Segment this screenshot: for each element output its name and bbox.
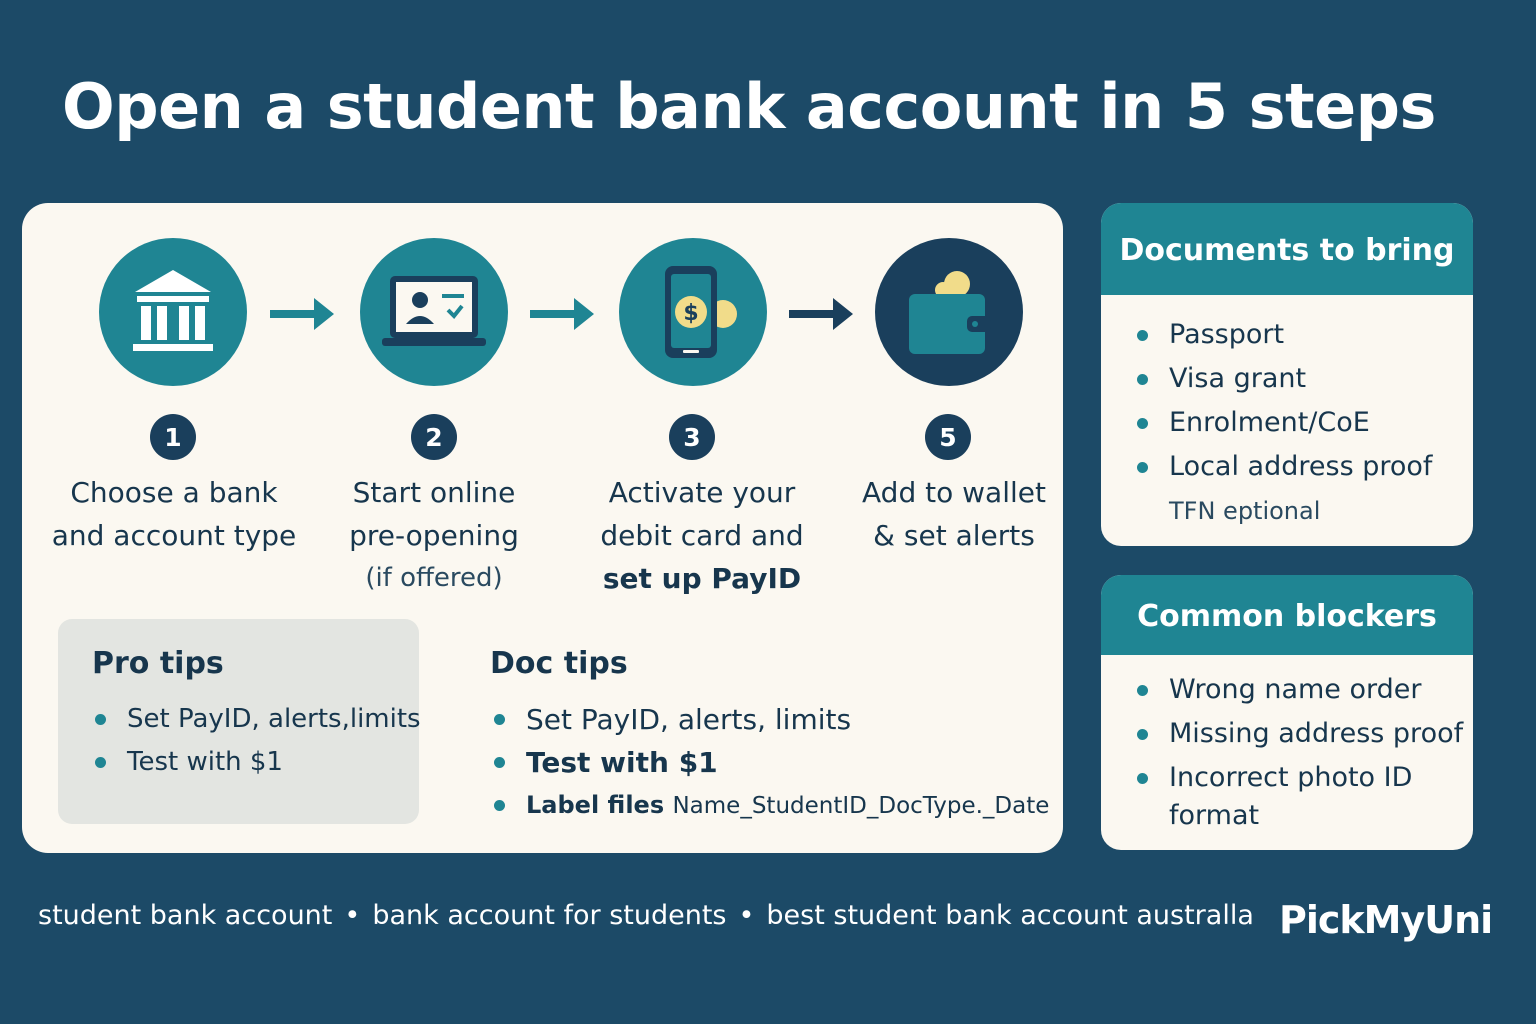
list-item: Enrolment/CoE [1135,401,1432,445]
step-label-line: and account type [51,519,297,552]
label-files-bold: Label files [526,791,665,819]
step-3-label [572,471,832,600]
svg-text:$: $ [683,301,699,326]
footer-keywords [38,900,1254,931]
list-item: Set PayID, alerts,limits [93,698,421,741]
keyword: bank account for students [372,900,727,931]
brand-logo: PickMyUni [1279,898,1493,942]
list-item: Incorrect photo ID format [1135,756,1425,835]
doc-tips-title: Doc tips [490,646,628,681]
pro-tips-list [93,698,421,784]
phone-dollar-icon [619,238,767,386]
step-label-line: pre-opening [349,519,519,552]
step-5-label [824,471,1084,557]
list-item: Wrong name order [1135,668,1463,712]
step-label-line: & set alerts [873,519,1035,552]
arrow-right-icon [530,294,596,334]
documents-list [1135,313,1432,533]
wallet-icon [875,238,1023,386]
pro-tips-title: Pro tips [92,646,224,681]
step-label-note: (if offered) [365,563,503,593]
blockers-card [1101,575,1473,850]
step-number-badge: 1 [150,414,196,460]
separator: • [344,900,361,931]
list-item: Missing address proof [1135,712,1463,756]
step-label-line: Choose a bank [70,476,278,509]
step-2-label [304,471,564,600]
keyword: best student bank account australla [766,900,1254,931]
list-item: Test with $1 [93,741,421,784]
list-item: Set PayID, alerts, limits [492,698,1049,741]
bank-icon [99,238,247,386]
step-1-icon-circle [99,238,247,386]
blockers-list [1135,668,1463,835]
arrow-right-icon [789,294,855,334]
step-label-line: Start online [352,476,516,509]
list-item: Visa grant [1135,357,1432,401]
step-2-icon-circle [360,238,508,386]
documents-note: TFN eptional [1169,497,1321,525]
laptop-id-icon [360,238,508,386]
step-label-line: Add to wallet [862,476,1046,509]
label-files-format: Name_StudentID_DocType._Date [672,793,1050,819]
step-5-icon-circle [875,238,1023,386]
step-1-label [44,471,304,557]
step-number-badge: 2 [411,414,457,460]
documents-card-title: Documents to bring [1101,203,1473,295]
step-number-badge: 5 [925,414,971,460]
list-item: Passport [1135,313,1432,357]
list-item: Local address proof [1135,445,1432,489]
doc-tips-list [492,698,1049,827]
separator: • [738,900,755,931]
list-item [492,784,1049,827]
page-title: Open a student bank account in 5 steps [62,70,1436,143]
blockers-card-title: Common blockers [1101,575,1473,655]
documents-card [1101,203,1473,546]
step-3-icon-circle [619,238,767,386]
step-label-line: Activate your [608,476,796,509]
arrow-right-icon [270,294,336,334]
step-label-line: set up PayID [602,562,802,595]
step-number-badge: 3 [669,414,715,460]
list-item: Test with $1 [492,741,1049,784]
step-label-line: debit card and [600,519,804,552]
keyword: student bank account [38,900,333,931]
